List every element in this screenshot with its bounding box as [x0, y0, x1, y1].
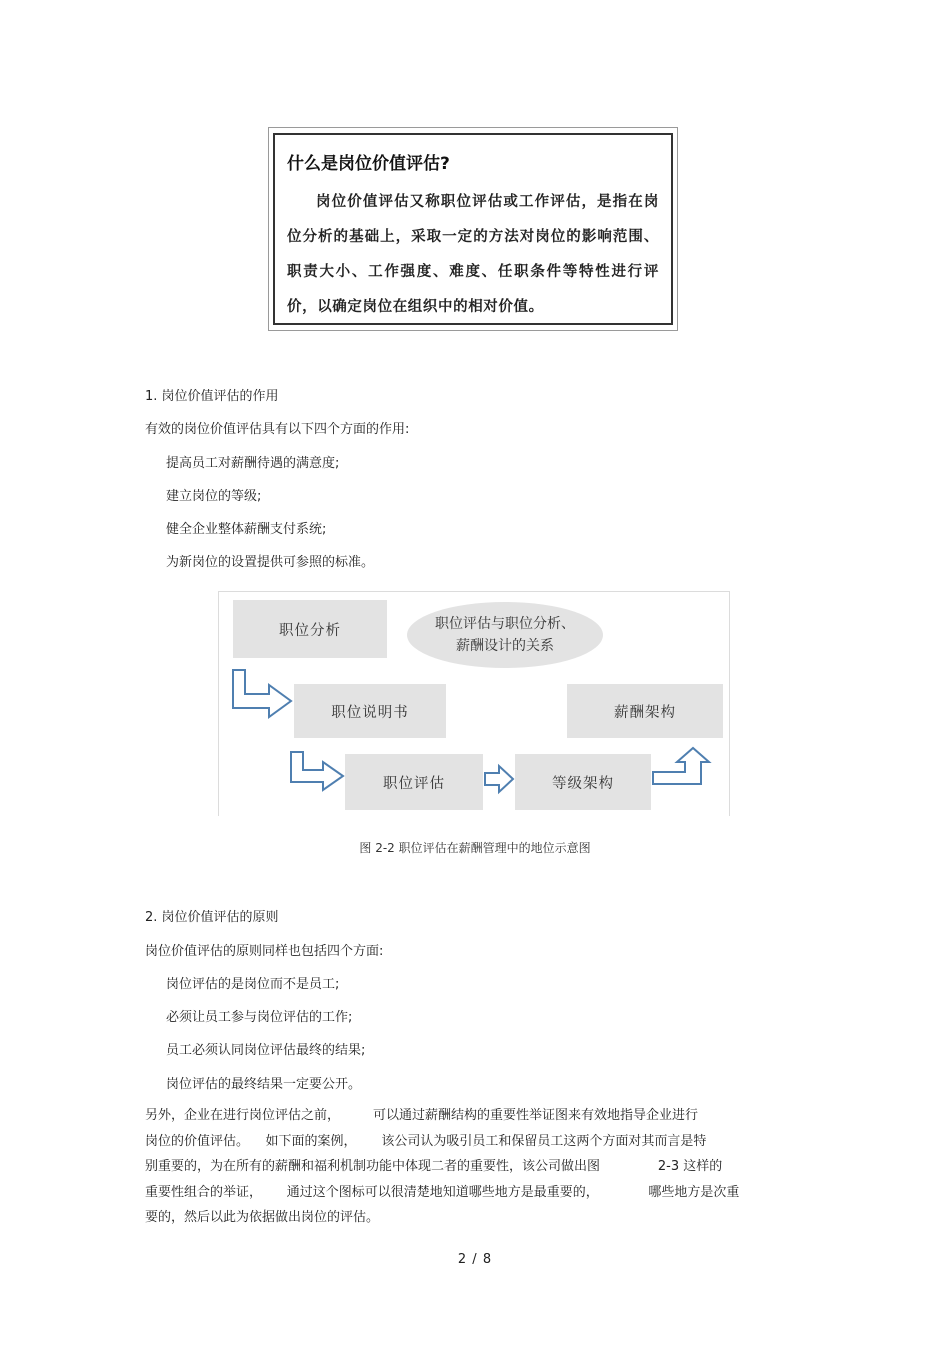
figure-caption: 图 2-2 职位评估在薪酬管理中的地位示意图 [359, 841, 591, 855]
section2-heading: 2. 岗位价值评估的原则 [145, 910, 279, 925]
salary-structure-box: 薪酬架构 [567, 684, 723, 738]
up-right-arrow [653, 748, 709, 784]
section1-intro: 有效的岗位价值评估具有以下四个方面的作用: [145, 422, 410, 437]
section1-item: 建立岗位的等级; [166, 489, 262, 504]
section1-item: 健全企业整体薪酬支付系统; [166, 522, 327, 537]
section2-item: 员工必须认同岗位评估最终的结果; [166, 1043, 366, 1058]
section1-item: 为新岗位的设置提供可参照的标准。 [166, 555, 375, 570]
paragraph-line: 岗位的价值评估。 如下面的案例， 该公司认为吸引员工和保留员工这两个方面对其而言是特 [145, 1134, 707, 1149]
job-evaluation-box: 职位评估 [345, 754, 483, 810]
section2-item: 岗位评估的是岗位而不是员工; [166, 977, 340, 992]
section2-item: 必须让员工参与岗位评估的工作; [166, 1010, 353, 1025]
section2-item: 岗位评估的最终结果一定要公开。 [166, 1077, 362, 1092]
job-description-box: 职位说明书 [294, 684, 446, 738]
definition-body: 岗位价值评估又称职位评估或工作评估，是指在岗位分析的基础上，采取一定的方法对岗位的影响范围、职责大小、工作强度、难度、任职条件等特性进行评价，以确定岗位在组织中的相对价值。 [287, 193, 659, 315]
paragraph-line: 另外，企业在进行岗位评估之前， 可以通过薪酬结构的重要性举证图来有效地指导企业进行 [145, 1108, 699, 1123]
definition-box-frame [273, 133, 673, 325]
paragraph-line: 别重要的，为在所有的薪酬和福利机制功能中体现二者的重要性，该公司做出图 2-3 这样的 [145, 1159, 723, 1174]
ellipse-line1: 职位评估与职位分析、 [435, 616, 575, 632]
paragraph-line: 重要性组合的举证， 通过这个图标可以很清楚地知道哪些地方是最重要的， 哪些地方是次重 [145, 1185, 740, 1200]
definition-box [268, 127, 678, 331]
right-arrow [485, 766, 513, 792]
definition-title: 什么是岗位价值评估? [287, 154, 450, 174]
page-number: 2 / 8 [457, 1252, 493, 1267]
section1-heading: 1. 岗位价值评估的作用 [145, 389, 279, 404]
grade-structure-box: 等级架构 [515, 754, 651, 810]
section1-item: 提高员工对薪酬待遇的满意度; [166, 456, 340, 471]
diagram-arrows [219, 592, 731, 817]
section2-intro: 岗位价值评估的原则同样也包括四个方面: [145, 944, 384, 959]
relationship-diagram [218, 591, 730, 816]
job-analysis-box: 职位分析 [233, 600, 387, 658]
l-arrow-2 [291, 752, 343, 790]
ellipse-line2: 薪酬设计的关系 [456, 638, 554, 654]
paragraph-line: 要的，然后以此为依据做出岗位的评估。 [145, 1210, 380, 1225]
l-arrow-1 [233, 670, 291, 717]
